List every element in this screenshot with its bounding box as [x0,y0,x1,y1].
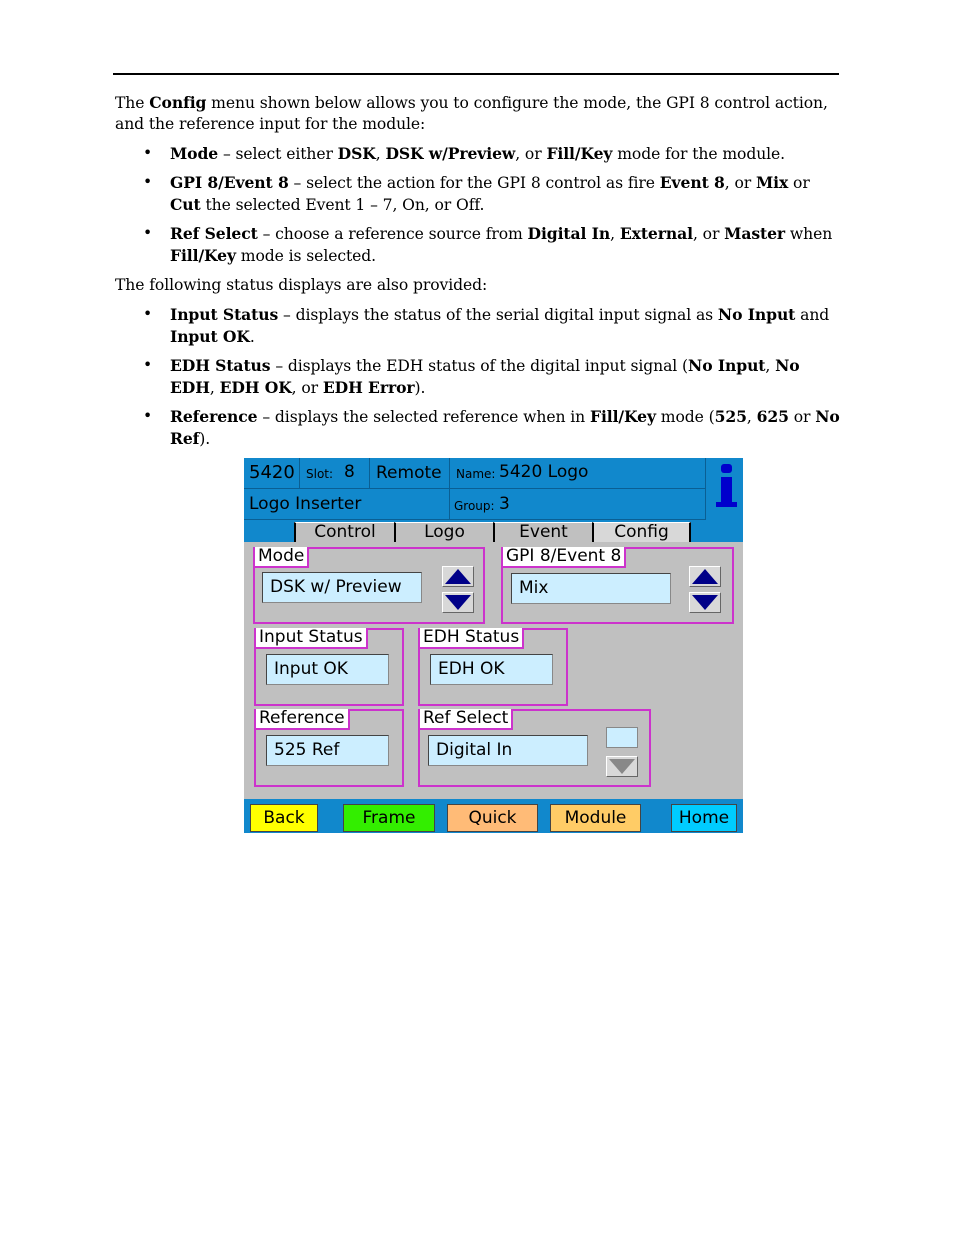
name-value: 5420 Logo [499,462,589,482]
bottom-nav [244,799,743,833]
list-item: • EDH Status – displays the EDH status of the digital input signal (No Input, No EDH, EDH OK, or EDH Error). [115,355,841,399]
status-list [115,304,841,450]
reference-value: 525 Ref [266,735,389,766]
reference-label: Reference [256,709,350,730]
group-cell [450,489,706,520]
list-item: • Mode – select either DSK, DSK w/Preview, or Fill/Key mode for the module. [115,143,841,165]
mode-value: DSK w/ Preview [262,572,422,603]
group-label: Group: [454,499,495,513]
status-intro: The following status displays are also provided: [115,276,488,294]
tab-event[interactable]: Event [493,522,592,542]
slot-value: 8 [344,462,355,482]
gpi-down-button[interactable] [689,592,721,613]
list-item: • Ref Select – choose a reference source from Digital In, External, or Master when Fill/Key mode is selected. [115,223,841,267]
tab-logo[interactable]: Logo [394,522,493,542]
tab-bar [244,520,743,542]
mode-label: Mode [255,547,309,568]
frame-button[interactable]: Frame [343,804,435,832]
model-number: 5420 [249,462,295,483]
list-item: • Reference – displays the selected reference when in Fill/Key mode (525, 625 or No Ref). [115,406,841,450]
edh-status-value: EDH OK [430,654,553,685]
remote-cell [370,458,450,489]
group-value: 3 [499,494,510,514]
mode-down-button[interactable] [442,592,474,613]
reference-group [254,709,404,787]
list-item: • Input Status – displays the status of the serial digital input signal as No Input and Input OK. [115,304,841,348]
arrow-up-icon [445,569,471,584]
ref-select-up-button[interactable] [606,727,638,748]
edh-status-group [418,628,568,706]
input-status-label: Input Status [256,628,368,649]
mode-group [253,547,485,624]
config-list [115,143,841,267]
document-body [115,92,841,458]
ref-select-group [418,709,651,787]
input-status-value: Input OK [266,654,389,685]
tab-control[interactable]: Control [294,522,394,542]
gpi-up-button[interactable] [689,566,721,587]
header-rule [113,73,839,75]
arrow-down-icon [692,595,718,610]
ref-select-value: Digital In [428,735,588,766]
name-cell [450,458,706,489]
panel-header [244,458,743,520]
list-item: • GPI 8/Event 8 – select the action for the GPI 8 control as fire Event 8, or Mix or Cut the selected Event 1 – 7, On, or Off. [115,172,841,216]
ref-select-down-button[interactable] [606,756,638,777]
remote-label: Remote [376,463,442,483]
input-status-group [254,628,404,706]
intro-paragraph: The Config menu shown below allows you to configure the mode, the GPI 8 control action, and the reference input for the module: [115,93,828,133]
mode-up-button[interactable] [442,566,474,587]
info-icon[interactable] [716,462,738,512]
slot-label: Slot: [306,467,334,481]
module-name-cell [244,489,450,520]
arrow-down-icon [445,595,471,610]
arrow-up-icon [692,569,718,584]
slot-cell [300,458,370,489]
gpi-value: Mix [511,573,671,604]
name-label: Name: [456,467,496,481]
config-panel [244,458,743,833]
model-cell [244,458,300,489]
module-name: Logo Inserter [249,494,362,514]
arrow-down-icon [609,759,635,774]
module-button[interactable]: Module [550,804,641,832]
gpi-label: GPI 8/Event 8 [503,547,626,568]
tab-config[interactable]: Config [592,522,691,542]
ref-select-label: Ref Select [420,709,513,730]
gpi-group [501,547,734,624]
quick-button[interactable]: Quick [447,804,538,832]
home-button[interactable]: Home [671,804,737,832]
back-button[interactable]: Back [250,804,318,832]
edh-status-label: EDH Status [420,628,524,649]
